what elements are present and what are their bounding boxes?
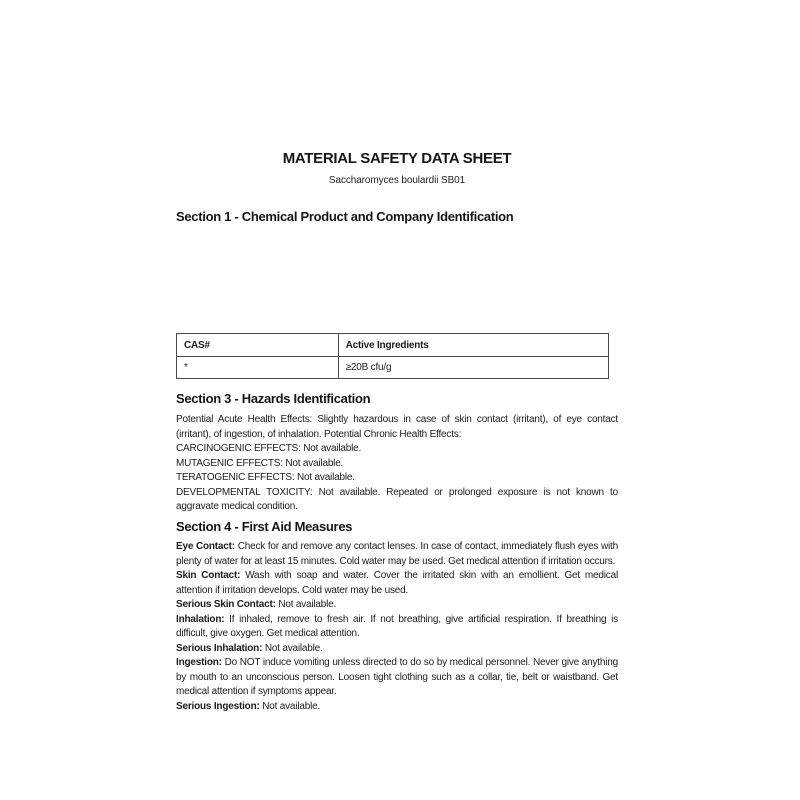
s4-item-label: Serious Inhalation:	[176, 642, 263, 654]
section-3	[176, 391, 618, 515]
section-4-heading: Section 4 - First Aid Measures	[176, 519, 353, 534]
s4-item	[176, 656, 618, 700]
s3-paragraph: DEVELOPMENTAL TOXICITY: Not available. Repeated or prolonged exposure is not known to aggravate medical condition.	[176, 486, 618, 512]
page-subtitle: Saccharomyces boulardii SB01	[328, 175, 466, 186]
section-3-heading: Section 3 - Hazards Identification	[176, 391, 371, 406]
s4-item	[176, 700, 618, 715]
ingredients-header-cas: CAS#	[177, 334, 339, 357]
s4-item	[176, 613, 618, 642]
s4-item-label: Ingestion:	[176, 657, 222, 668]
title-block	[176, 150, 618, 186]
ingredients-table-header-row	[177, 334, 609, 357]
s3-paragraph: MUTAGENIC EFFECTS: Not available.	[176, 457, 344, 469]
ingredients-table	[176, 333, 609, 379]
s4-item	[176, 569, 618, 598]
s4-item-label: Inhalation:	[176, 613, 225, 625]
s4-item-text: Wash with soap and water. Cover the irritated skin with an emollient. Get medical attention if irritation develops. Cold water may be used.	[176, 570, 618, 596]
page-title: MATERIAL SAFETY DATA SHEET	[282, 150, 512, 167]
s3-paragraph: CARCINOGENIC EFFECTS: Not available.	[176, 443, 362, 454]
s3-paragraph: TERATOGENIC EFFECTS: Not available.	[176, 472, 355, 483]
s3-paragraph: Potential Acute Health Effects: Slightly hazardous in case of skin contact (irritant), of eye contact (irritant), of ingestion, of inhalation. Potential Chronic Health Effects:	[176, 414, 618, 440]
section-1	[176, 209, 618, 225]
section-3-body	[176, 413, 618, 515]
section-4-body	[176, 540, 618, 714]
s4-item-text: Not available.	[278, 599, 337, 610]
s4-item	[176, 642, 618, 657]
ingredients-cell-active: ≥20B cfu/g	[338, 357, 608, 379]
ingredients-table-wrap	[176, 333, 609, 379]
s4-item	[176, 598, 618, 613]
s4-item	[176, 540, 618, 569]
s4-item-label: Serious Ingestion:	[176, 700, 260, 712]
s4-item-text: Do NOT induce vomiting unless directed to do so by medical personnel. Never give anything by mouth to an unconscious person. Loosen tight clothing such as a collar, tie, belt or waistband. Get medical attention if symptoms appear.	[176, 657, 618, 697]
table-row	[177, 357, 609, 379]
s4-item-label: Eye Contact:	[176, 541, 235, 552]
s4-item-text: Not available.	[262, 700, 321, 712]
ingredients-cell-cas: *	[177, 357, 339, 379]
ingredients-header-active: Active Ingredients	[338, 334, 608, 357]
s4-item-text: Check for and remove any contact lenses. In case of contact, immediately flush eyes with plenty of water for at least 15 minutes. Cold water may be used. Get medical attention if irritation occurs.	[176, 541, 618, 567]
section-1-heading: Section 1 - Chemical Product and Company Identification	[176, 209, 514, 224]
s4-item-text: Not available.	[264, 642, 323, 654]
s4-item-label: Skin Contact:	[176, 570, 241, 581]
s4-item-label: Serious Skin Contact:	[176, 599, 276, 610]
s4-item-text: If inhaled, remove to fresh air. If not breathing, give artificial respiration. If breathing is difficult, give oxygen. Get medical attention.	[176, 613, 618, 639]
section-4	[176, 519, 618, 714]
